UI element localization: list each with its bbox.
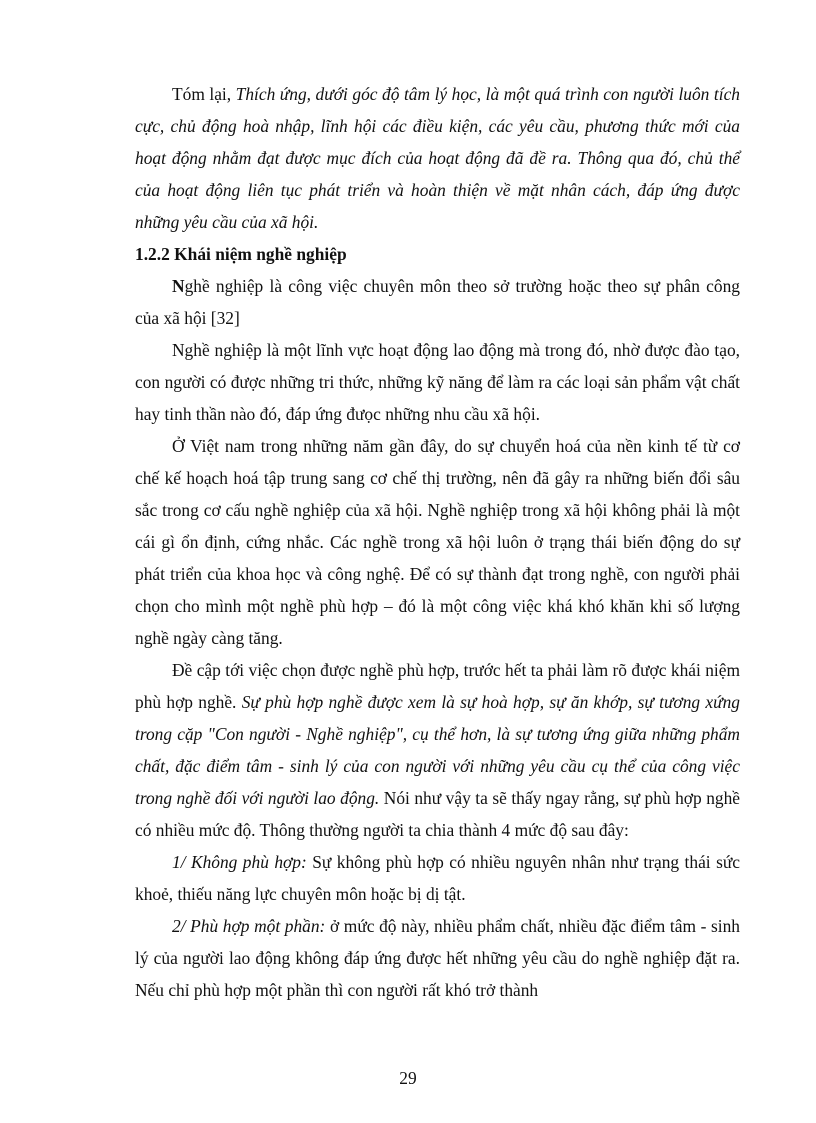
paragraph-tail-text: Nói như vậy ta sẽ thấy ngay rằng, sự phù hợp nghề có nhiều mức độ. Thông thường người ta chia thành 4 mức độ sau đây: [135,788,741,840]
paragraph-vietnam-context: Ở Việt nam trong những năm gần đây, do sự chuyển hoá của nền kinh tế từ cơ chế kế hoạch hoá tập trung sang cơ chế thị trường, nên đã gây ra những biến đổi sâu sắc trong cơ cấu nghề nghiệp của xã hội. Nghề nghiệp trong xã hội không phải là một cái gì ổn định, cứng nhắc. Các nghề trong xã hội luôn ở trạng thái biến động do sự phát triển của khoa học và công nghệ. Để có sự thành đạt trong nghề, con người phải chọn cho mình một nghề phù hợp – đó là một công việc khá khó khăn khi số lượng nghề ngày càng tăng. [135,436,740,648]
adaptation-definition-italic: Thích ứng, dưới góc độ tâm lý học, là một quá trình con người luôn tích cực, chủ động hoà nhập, lĩnh hội các điều kiện, các yêu cầu, phương thức mới của hoạt động nhằm đạt được mục đích của hoạt động đã đề ra. Thông qua đó, chủ thể của hoạt động liên tục phát triển và hoàn thiện về mặt nhân cách, đáp ứng được những yêu cầu của xã hội. [135,84,740,232]
bold-initial-letter: N [172,276,185,296]
level-2-text: ở mức độ này, nhiều phẩm chất, nhiều đặc điểm tâm - sinh lý của người lao động không đáp ứng được hết những yêu cầu do nghề nghiệp đặt ra. Nếu chỉ phù hợp một phần thì con người rất khó trở thành [135,916,740,1000]
level-1-label: 1/ Không phù hợp: [172,852,307,872]
paragraph-occupation-definition [135,270,740,334]
paragraph-occupational-fit [135,654,740,846]
page-number: 29 [399,1068,417,1088]
paragraph-occupation-field: Nghề nghiệp là một lĩnh vực hoạt động lao động mà trong đó, nhờ được đào tạo, con người có được những tri thức, những kỹ năng để làm ra các loại sản phẩm vật chất hay tinh thần nào đó, đáp ứng đưọc những nhu cầu xã hội. [135,340,740,424]
page-body [135,78,740,1006]
paragraph-lead-text: Đề cập tới việc chọn được nghề phù hợp, trước hết ta phải làm rõ được khái niệm phù hợp nghề. [135,660,740,712]
section-heading: 1.2.2 Khái niệm nghề nghiệp [135,244,347,264]
paragraph-level-2 [135,910,740,1006]
fit-definition-italic: Sự phù hợp nghề được xem là sự hoà hợp, sự ăn khớp, sự tương xứng trong cặp "Con người - Nghề nghiệp", cụ thể hơn, là sự tương ứng giữa những phẩm chất, đặc điểm tâm - sinh lý của con người với những yêu cầu cụ thể của công việc trong nghề đối với người lao động. [135,692,740,808]
level-1-text: Sự không phù hợp có nhiều nguyên nhân như trạng thái sức khoẻ, thiếu năng lực chuyên môn hoặc bị dị tật. [135,852,740,904]
level-2-label: 2/ Phù hợp một phần: [172,916,326,936]
paragraph-adaptation-summary [135,78,740,238]
paragraph-lead-text: Tóm lại, [172,84,236,104]
paragraph-level-1 [135,846,740,910]
paragraph-text: ghề nghiệp là công việc chuyên môn theo sở trường hoặc theo sự phân công của xã hội [32] [135,276,740,328]
